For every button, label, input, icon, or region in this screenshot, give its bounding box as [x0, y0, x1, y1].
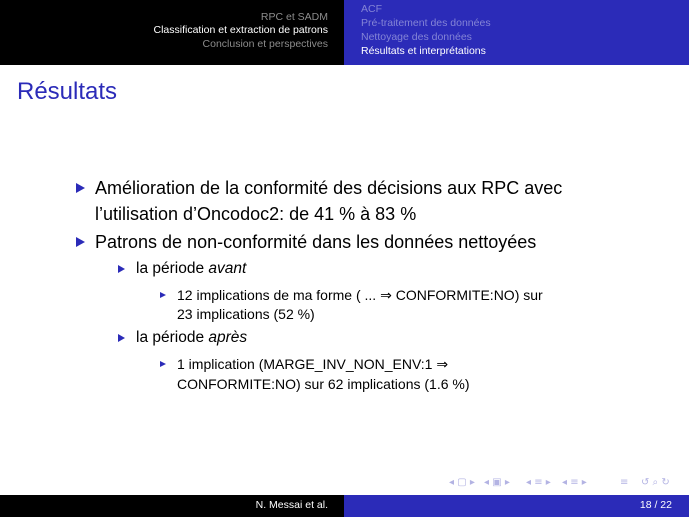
- page-number: 18 / 22: [639, 499, 672, 511]
- footer-page-bar: [344, 495, 689, 517]
- footer-author-bar: [0, 495, 344, 517]
- item1-line1: Amélioration de la conformité des décisions aux RPC avec: [95, 178, 563, 198]
- item2-text: Patrons de non-conformité dans les données nettoyées: [95, 232, 537, 252]
- section-navigation: [0, 0, 344, 65]
- sub2-prefix: la période: [136, 329, 209, 346]
- bullet-level1-icon: [76, 183, 85, 193]
- section-link-classification[interactable]: Classification et extraction de patrons: [153, 24, 328, 36]
- nav-doc-icon[interactable]: ≡: [620, 477, 629, 488]
- section-link-conclusion[interactable]: Conclusion et perspectives: [202, 38, 328, 50]
- nav-frame-prev-icon[interactable]: ◂ ▢ ▸: [449, 477, 475, 488]
- subsection-link-acf[interactable]: ACF: [361, 3, 382, 15]
- bullet-level3-icon: [160, 361, 166, 367]
- sub1-emphasis: avant: [208, 260, 247, 277]
- implies-symbol: ⇒: [380, 288, 392, 304]
- sub1-prefix: la période: [136, 260, 209, 277]
- header-navigation: [0, 0, 689, 65]
- subsection-navigation: [344, 0, 689, 65]
- subsection-link-nettoyage[interactable]: Nettoyage des données: [361, 31, 472, 43]
- bullet-level2-icon: [118, 265, 125, 273]
- sub1-detail-line1-a: 12 implications de ma forme ( ...: [177, 287, 381, 303]
- sub1-label: [136, 258, 246, 280]
- implies-symbol: ⇒: [436, 357, 449, 373]
- sub1-detail-line1: [177, 285, 543, 306]
- footer-author: N. Messai et al.: [255, 499, 328, 511]
- sub1-detail-line1-b: CONFORMITE:NO) sur: [391, 287, 543, 303]
- nav-subsection-icon[interactable]: ◂ ≡ ▸: [526, 477, 551, 488]
- item1-line2: l’utilisation d’Oncodoc2: de 41 % à 83 %: [95, 204, 417, 224]
- sub2-emphasis: après: [208, 329, 248, 346]
- section-link-rpc-sadm[interactable]: RPC et SADM: [260, 11, 328, 23]
- subsection-link-resultats[interactable]: Résultats et interprétations: [361, 45, 486, 57]
- nav-section-icon[interactable]: ◂ ≡ ▸: [562, 477, 587, 488]
- subsection-link-pretraitement[interactable]: Pré-traitement des données: [361, 17, 491, 29]
- sub2-detail-line1-a: 1 implication (MARGE_INV_NON_ENV:1: [177, 356, 437, 372]
- nav-search-icon[interactable]: ↺ ⌕ ↻: [641, 477, 670, 488]
- sub2-label: [136, 327, 247, 349]
- sub2-detail-line2: CONFORMITE:NO) sur 62 implications (1.6 %): [177, 376, 470, 392]
- bullet-level3-icon: [160, 292, 166, 298]
- nav-frame-next-icon[interactable]: ◂ ▣ ▸: [484, 477, 510, 488]
- sub2-detail-line1: [177, 354, 448, 375]
- sub1-detail-line2: 23 implications (52 %): [177, 306, 315, 322]
- bullet-level1-icon: [76, 237, 85, 247]
- frame-title: Résultats: [17, 78, 118, 105]
- bullet-level2-icon: [118, 334, 125, 342]
